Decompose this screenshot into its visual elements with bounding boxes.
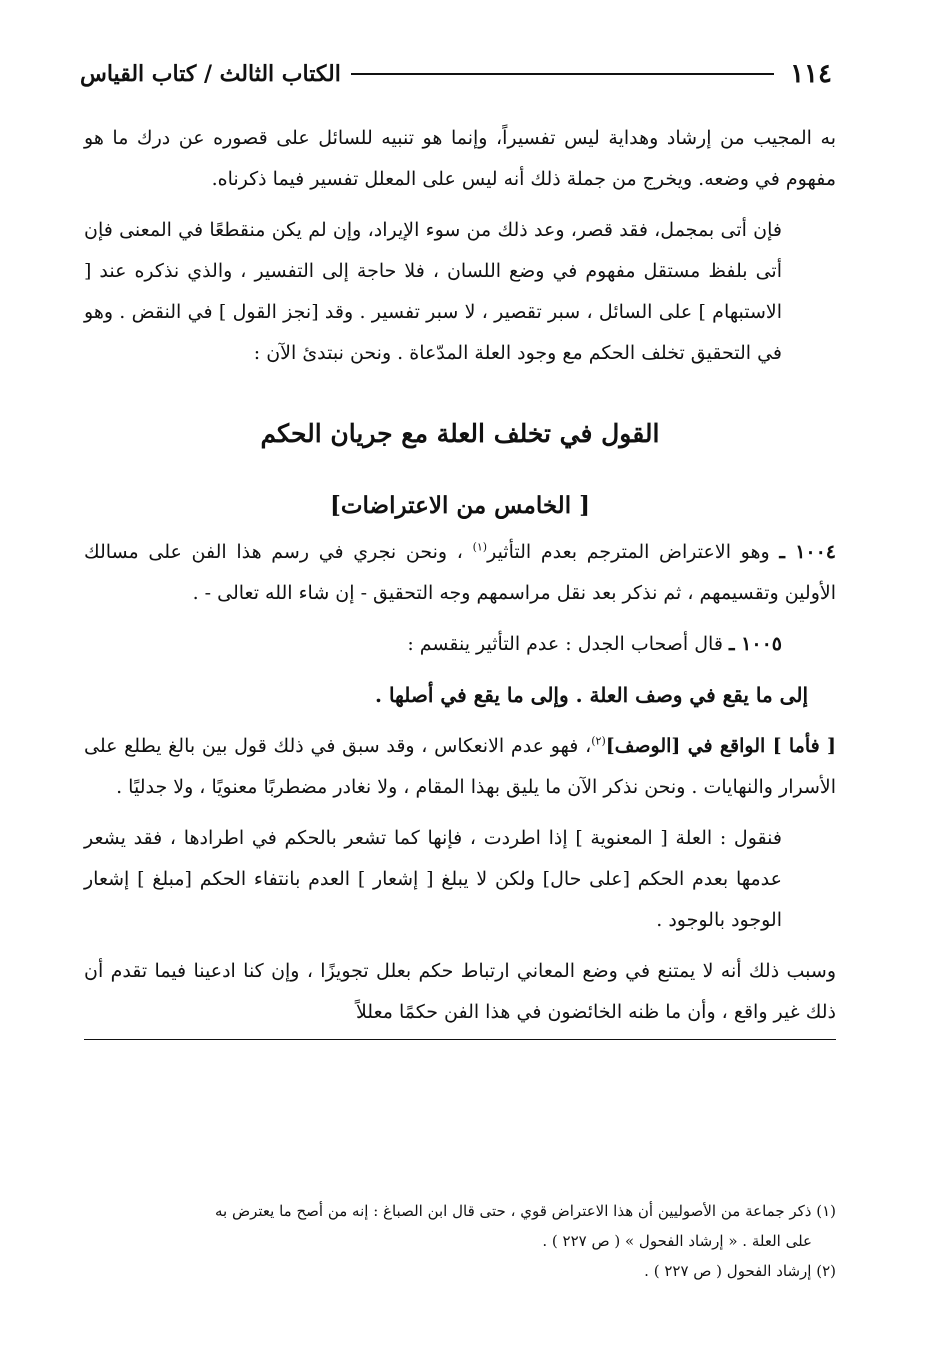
page-number: ١١٤ xyxy=(790,59,832,89)
paragraph-1004 xyxy=(84,532,836,614)
footnotes xyxy=(84,1196,836,1286)
paragraph-text: ، ونحن نجري في رسم هذا الفن على مسالك الأولين وتقسيمهم ، ثم نذكر بعد نقل مراسمهم وجه التحقيق - إن شاء الله تعالى - . xyxy=(84,541,836,604)
page-body xyxy=(84,118,836,1040)
paragraph-naqul: فنقول : العلة [ المعنوية ] إذا اطردت ، فإنها كما تشعر بالحكم في اطرادها ، فقد يشعر عدمها بعدم الحكم [على حال] ولكن لا يبلغ [ إشعار ] العدم بانتفاء الحكم [مبلغ ] إشعار الوجود بالوجود . xyxy=(84,827,782,931)
paragraph-text: قال أصحاب الجدل : عدم التأثير ينقسم : xyxy=(407,633,723,655)
paragraph-sabab: وسبب ذلك أنه لا يمتنع في وضع المعاني ارتباط حكم بعلل تجويزًا ، وإن كنا ادعينا فيما تقدم أن ذلك غير واقع ، وأن ما ظنه الخائضون في هذا الفن حكمًا معللاً xyxy=(84,960,836,1023)
paragraph-text: ، فهو عدم الانعكاس ، وقد سبق في ذلك قول بين بالغ يطلع على الأسرار والنهايات . ونحن نذكر الآن ما يليق بهذا المقام ، ولا نغادر مضطربًا معنويًا ، ولا جدليًا . xyxy=(84,735,836,798)
bold-phrase: [ فأما ] الواقع في [الوصف] xyxy=(605,735,836,757)
footnote-marker: (١) xyxy=(472,540,488,554)
paragraph-number: ١٠٠٥ ـ xyxy=(728,633,782,655)
paragraph-mujmal: فإن أتى بمجمل، فقد قصر، وعد ذلك من سوء الإيراد، وإن لم يكن منقطعًا في المعنى فإن أتى بلفظ مستقل مفهوم في وضع اللسان ، فلا حاجة إلى التفسير ، والذي نذكره عند [ الاستبهام ] على السائل ، سبر تقصير ، لا سبر تفسير . وقد [نجز القول ] في النقض . وهو في التحقيق تخلف الحكم مع وجود العلة المدّعاة . ونحن نبتدئ الآن : xyxy=(84,219,782,364)
header-rule xyxy=(351,73,774,75)
footnote-separator xyxy=(84,1039,836,1040)
footnote-marker: (٢) xyxy=(591,734,606,748)
footnote-2: (٢) إرشاد الفحول ( ص ٢٢٧ ) . xyxy=(644,1262,836,1280)
paragraph-continuation: به المجيب من إرشاد وهداية ليس تفسيراً، وإنما هو تنبيه للسائل على قصوره عن درك ما هو مفهوم في وضعه. ويخرج من جملة ذلك أنه ليس على المعلل تفسير فيما ذكرناه. xyxy=(84,127,836,190)
paragraph-1005 xyxy=(84,624,836,665)
running-title: الكتاب الثالث / كتاب القياس xyxy=(80,61,341,87)
section-heading: القول في تخلف العلة مع جريان الحكم xyxy=(260,419,660,448)
footnote-1: (١) ذكر جماعة من الأصوليين أن هذا الاعتراض قوي ، حتى قال ابن الصباغ : إنه من أصح ما يعترض به xyxy=(215,1202,836,1220)
footnote-1-continuation: على العلة . « إرشاد الفحول » ( ص ٢٢٧ ) . xyxy=(542,1232,812,1250)
division-statement: إلى ما يقع في وصف العلة . وإلى ما يقع في أصلها . xyxy=(375,683,808,707)
paragraph-number: ١٠٠٤ ـ xyxy=(779,541,837,563)
subsection-heading: [ الخامس من الاعتراضات] xyxy=(330,492,590,519)
page-header xyxy=(80,52,832,96)
paragraph-wasf xyxy=(84,726,836,808)
paragraph-text: وهو الاعتراض المترجم بعدم التأثير xyxy=(487,541,770,563)
